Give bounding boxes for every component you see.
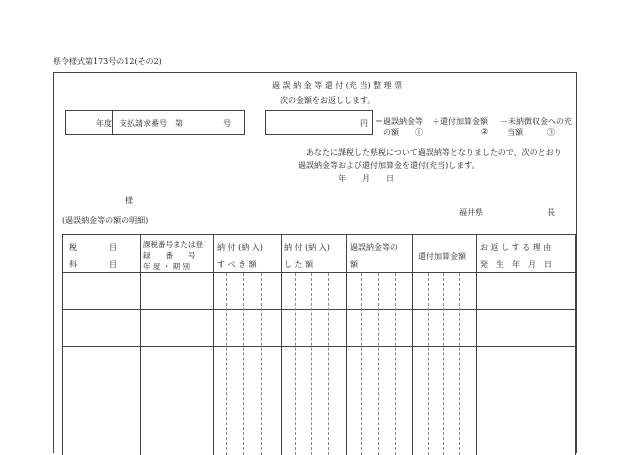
header-fiscal-period: 年 度 ・ 期 別 [143,262,191,271]
header-refund-addition: 還付加算金額 [418,252,466,261]
header-payable: 納 付 (納 入) [217,243,263,252]
amount-box [265,110,373,135]
formula-plus-1: ＋還付加算金額 [432,117,488,126]
issue-date: 年 月 日 [338,174,394,183]
detail-caption: (過誤納金等の額の明細) [62,216,149,225]
year-label: 年度 [96,119,112,128]
claim-number-label: 支払請求番号 第 号 [119,119,231,128]
form-title: 過 誤 納 金 等 還 付 (充 当) 整 理 票 [272,81,403,90]
header-payable-amount: す べ き 額 [217,260,257,269]
formula-eq-1: ＝過誤納金等 [375,117,423,126]
issuer-name: 福井県 [459,208,483,217]
formula-minus-1: －未納徴収金への充 [500,117,572,126]
header-registration-number: 録 番 号 [143,251,196,260]
claim-box [65,110,245,135]
header-reason: お 返 し す る 理 由 [480,243,552,252]
formula-eq-2: の額 ① [383,128,423,137]
header-paid-amount: し た 額 [284,260,314,269]
form-number: 県令様式第173号の12(その2) [53,57,162,66]
form-subtitle: 次の金額をお返しします。 [280,96,376,105]
header-tax-item: 税 目 [69,243,117,252]
header-overpayment: 過誤納金等の [350,243,398,252]
header-paid: 納 付 (納 入) [284,243,330,252]
issuer-title: 長 [547,208,555,217]
detail-table [62,234,576,455]
notice-line-1: あなたに課税した県税について過誤納等となりましたので、次のとおり [306,148,562,157]
formula-minus-2: 当額 ③ [507,128,555,137]
amount-unit: 円 [360,119,368,128]
header-occurrence-date: 発 生 年 月 日 [480,260,552,269]
header-subject: 科 目 [69,260,117,269]
formula-plus-2: ② [481,127,489,136]
notice-line-2: 過誤納金等および還付加算金を還付(充当)します。 [298,161,480,170]
header-tax-number: 課税番号または登 [143,240,203,249]
recipient-suffix: 様 [125,196,133,205]
header-overpayment-amount: 額 [350,260,358,269]
